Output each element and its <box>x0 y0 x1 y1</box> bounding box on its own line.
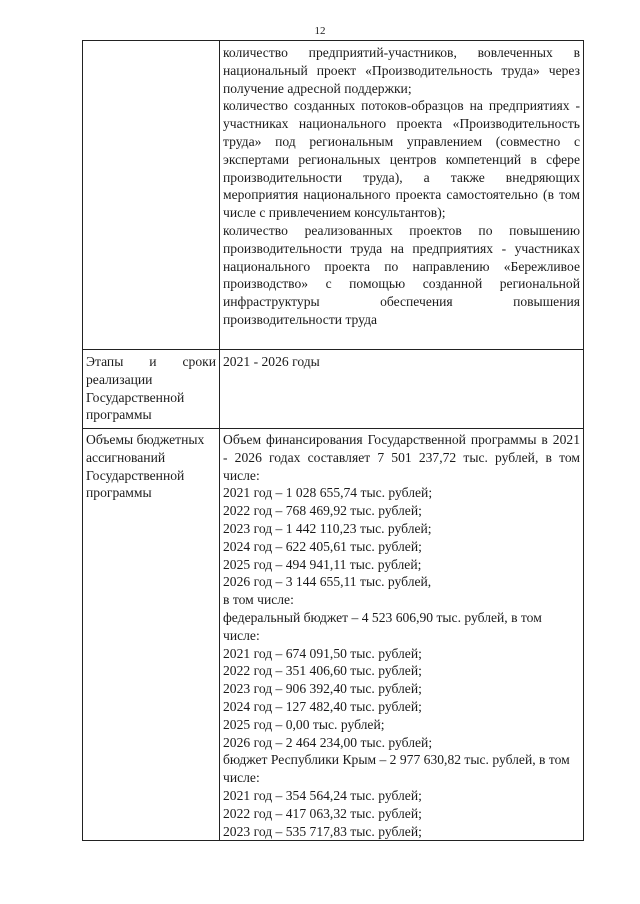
indicator-line: количество предприятий-участников, вовлеченных в национальный проект «Производительность труда» через получение адресной поддержки; <box>223 45 580 96</box>
funding-line: в том числе: <box>223 592 294 608</box>
indicator-line: количество реализованных проектов по повышению производительности труда на предприятиях - участниках национального проекта по направлению «Бережливое производство» с помощью созданной региональной инфраструктуры обеспечения повышения производительности труда <box>223 222 580 327</box>
funding-line: 2022 год – 351 406,60 тыс. рублей; <box>223 663 422 679</box>
program-passport-table <box>82 40 584 841</box>
funding-line: 2025 год – 0,00 тыс. рублей; <box>223 716 385 732</box>
funding-cell <box>220 429 584 841</box>
funding-line: 2021 год – 674 091,50 тыс. рублей; <box>223 645 422 661</box>
table-row <box>83 350 584 429</box>
funding-line: 2026 год – 2 464 234,00 тыс. рублей; <box>223 734 433 750</box>
indicator-line: количество созданных потоков-образцов на предприятиях - участниках национального проекта «Производительность труда» под региональным управлением (совместно с экспертами региональных центров компетенций в сфере производительности труда), а также внедряющих мероприятия национального проекта самостоятельно (в том числе с привлечением консультантов); <box>223 98 580 221</box>
funding-line: Объем финансирования Государственной программы в 2021 - 2026 годах составляет 7 501 237,72 тыс. рублей, в том числе: <box>223 432 580 483</box>
funding-line: 2026 год – 3 144 655,11 тыс. рублей, <box>223 574 432 590</box>
table-row <box>83 429 584 841</box>
funding-line: 2024 год – 622 405,61 тыс. рублей; <box>223 538 422 554</box>
indicators-cell <box>220 41 584 350</box>
row-label-cell <box>83 41 220 350</box>
funding-line: 2021 год – 354 564,24 тыс. рублей; <box>223 787 422 803</box>
funding-line: 2023 год – 906 392,40 тыс. рублей; <box>223 681 422 697</box>
funding-line: 2023 год – 535 717,83 тыс. рублей; <box>223 823 422 839</box>
funding-line: бюджет Республики Крым – 2 977 630,82 тыс. рублей, в том числе: <box>223 752 570 786</box>
page-number: 12 <box>314 25 326 37</box>
funding-line: 2021 год – 1 028 655,74 тыс. рублей; <box>223 485 433 501</box>
funding-line: федеральный бюджет – 4 523 606,90 тыс. рублей, в том числе: <box>223 609 542 643</box>
table-row <box>83 41 584 350</box>
funding-line: 2022 год – 768 469,92 тыс. рублей; <box>223 503 422 519</box>
row-label-cell: Объемы бюджетных ассигнований Государственной программы <box>83 429 220 841</box>
funding-line: 2025 год – 494 941,11 тыс. рублей; <box>223 556 422 572</box>
funding-line: 2022 год – 417 063,32 тыс. рублей; <box>223 805 422 821</box>
row-label-cell: Этапы и сроки реализации Государственной программы <box>83 350 220 429</box>
funding-line: 2023 год – 1 442 110,23 тыс. рублей; <box>223 520 432 536</box>
stages-value-cell: 2021 - 2026 годы <box>220 350 584 429</box>
funding-line: 2024 год – 127 482,40 тыс. рублей; <box>223 698 422 714</box>
